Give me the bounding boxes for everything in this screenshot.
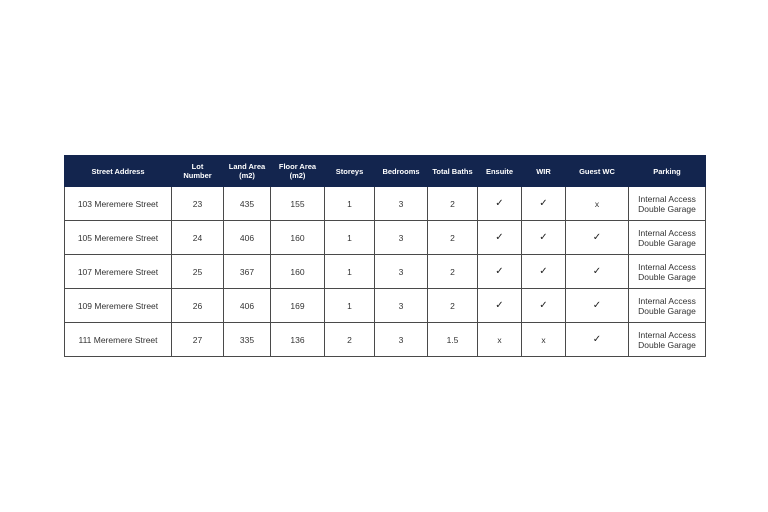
cell-ensuite-check-icon: ✓ xyxy=(478,289,522,323)
column-header-lot-number: Lot Number xyxy=(172,156,224,187)
column-header-guest-wc: Guest WC xyxy=(566,156,629,187)
column-header-ensuite: Ensuite xyxy=(478,156,522,187)
cell-lot-number: 27 xyxy=(172,323,224,357)
cell-bedrooms: 3 xyxy=(375,289,428,323)
cell-bedrooms: 3 xyxy=(375,221,428,255)
cell-floor-area: 160 xyxy=(271,221,325,255)
column-header-land-area: Land Area (m2) xyxy=(224,156,271,187)
cell-guest-wc-cross-icon: x xyxy=(566,187,629,221)
cell-land-area: 406 xyxy=(224,289,271,323)
cell-lot-number: 26 xyxy=(172,289,224,323)
table-row xyxy=(65,289,706,323)
cell-lot-number: 23 xyxy=(172,187,224,221)
cell-ensuite-check-icon: ✓ xyxy=(478,255,522,289)
cell-street-address: 111 Meremere Street xyxy=(65,323,172,357)
cell-parking: Internal Access Double Garage xyxy=(629,289,706,323)
cell-wir-check-icon: ✓ xyxy=(522,255,566,289)
cell-total-baths: 2 xyxy=(428,187,478,221)
column-header-total-baths: Total Baths xyxy=(428,156,478,187)
cell-storeys: 1 xyxy=(325,187,375,221)
table-row xyxy=(65,221,706,255)
cell-storeys: 2 xyxy=(325,323,375,357)
cell-land-area: 406 xyxy=(224,221,271,255)
cell-parking: Internal Access Double Garage xyxy=(629,187,706,221)
cell-land-area: 435 xyxy=(224,187,271,221)
column-header-floor-area: Floor Area (m2) xyxy=(271,156,325,187)
cell-total-baths: 2 xyxy=(428,289,478,323)
cell-land-area: 367 xyxy=(224,255,271,289)
table-row xyxy=(65,255,706,289)
cell-floor-area: 160 xyxy=(271,255,325,289)
property-lots-table xyxy=(64,155,706,357)
cell-total-baths: 1.5 xyxy=(428,323,478,357)
cell-guest-wc-check-icon: ✓ xyxy=(566,323,629,357)
cell-wir-check-icon: ✓ xyxy=(522,289,566,323)
cell-guest-wc-check-icon: ✓ xyxy=(566,255,629,289)
cell-wir-check-icon: ✓ xyxy=(522,221,566,255)
column-header-storeys: Storeys xyxy=(325,156,375,187)
cell-lot-number: 25 xyxy=(172,255,224,289)
cell-guest-wc-check-icon: ✓ xyxy=(566,221,629,255)
table-row xyxy=(65,187,706,221)
cell-wir-check-icon: ✓ xyxy=(522,187,566,221)
cell-guest-wc-check-icon: ✓ xyxy=(566,289,629,323)
column-header-parking: Parking xyxy=(629,156,706,187)
cell-storeys: 1 xyxy=(325,289,375,323)
header-row xyxy=(65,156,706,187)
column-header-bedrooms: Bedrooms xyxy=(375,156,428,187)
cell-bedrooms: 3 xyxy=(375,323,428,357)
cell-parking: Internal Access Double Garage xyxy=(629,221,706,255)
cell-lot-number: 24 xyxy=(172,221,224,255)
cell-floor-area: 169 xyxy=(271,289,325,323)
cell-street-address: 105 Meremere Street xyxy=(65,221,172,255)
cell-wir-cross-icon: x xyxy=(522,323,566,357)
cell-ensuite-check-icon: ✓ xyxy=(478,187,522,221)
cell-floor-area: 136 xyxy=(271,323,325,357)
cell-street-address: 109 Meremere Street xyxy=(65,289,172,323)
cell-storeys: 1 xyxy=(325,255,375,289)
cell-total-baths: 2 xyxy=(428,221,478,255)
cell-parking: Internal Access Double Garage xyxy=(629,255,706,289)
column-header-street-address: Street Address xyxy=(65,156,172,187)
cell-parking: Internal Access Double Garage xyxy=(629,323,706,357)
cell-street-address: 107 Meremere Street xyxy=(65,255,172,289)
cell-ensuite-cross-icon: x xyxy=(478,323,522,357)
cell-bedrooms: 3 xyxy=(375,187,428,221)
table-row xyxy=(65,323,706,357)
cell-total-baths: 2 xyxy=(428,255,478,289)
cell-floor-area: 155 xyxy=(271,187,325,221)
cell-land-area: 335 xyxy=(224,323,271,357)
cell-street-address: 103 Meremere Street xyxy=(65,187,172,221)
cell-bedrooms: 3 xyxy=(375,255,428,289)
cell-ensuite-check-icon: ✓ xyxy=(478,221,522,255)
column-header-wir: WIR xyxy=(522,156,566,187)
cell-storeys: 1 xyxy=(325,221,375,255)
